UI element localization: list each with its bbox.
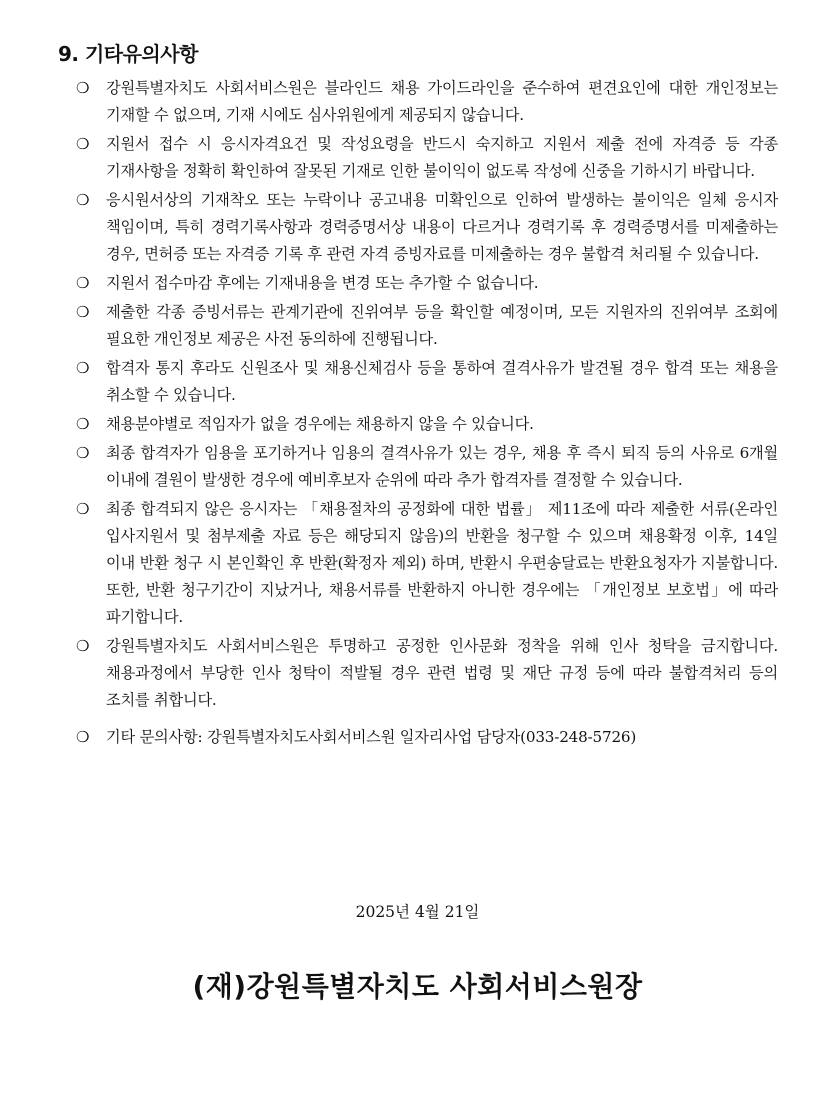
section-title: 9. 기타유의사항	[58, 42, 198, 66]
notice-list	[76, 75, 778, 753]
circle-bullet-icon: ❍	[76, 191, 90, 209]
circle-bullet-icon: ❍	[76, 500, 90, 518]
notice-text: 지원서 접수마감 후에는 기재내용을 변경 또는 추가할 수 없습니다.	[106, 274, 539, 292]
notice-item	[76, 496, 778, 631]
contact-text: 기타 문의사항: 강원특별자치도사회서비스원 일자리사업 담당자(033-248-5726)	[106, 728, 637, 746]
notice-item	[76, 299, 778, 353]
circle-bullet-icon: ❍	[76, 303, 90, 321]
circle-bullet-icon: ❍	[76, 274, 90, 292]
contact-item	[76, 724, 778, 751]
notice-item	[76, 75, 778, 129]
notice-text: 최종 합격되지 않은 응시자는 「채용절차의 공정화에 대한 법률」 제11조에 따라 제출한 서류(온라인 입사지원서 및 첨부제출 자료 등은 해당되지 않음)의 반환을 청구할 수 있으며 채용확정 이후, 14일 이내 반환 청구 시 본인확인 후 반환(확정자 제외) 하며, 반환시 우편송달료는 반환요청자가 지불합니다. 또한, 반환 청구기간이 지났거나, 채용서류를 반환하지 아니한 경우에는 「개인정보 보호법」에 따라 파기합니다.	[106, 500, 778, 626]
notice-item	[76, 411, 778, 438]
notice-item	[76, 633, 778, 714]
notice-item	[76, 355, 778, 409]
notice-item	[76, 131, 778, 185]
notice-text: 지원서 접수 시 응시자격요건 및 작성요령을 반드시 숙지하고 지원서 제출 전에 자격증 등 각종 기재사항을 정확히 확인하여 잘못된 기재로 인한 불이익이 없도록 작성에 신중을 기하시기 바랍니다.	[106, 135, 778, 180]
circle-bullet-icon: ❍	[76, 415, 90, 433]
notice-text: 제출한 각종 증빙서류는 관계기관에 진위여부 등을 확인할 예정이며, 모든 지원자의 진위여부 조회에 필요한 개인정보 제공은 사전 동의하에 진행됩니다.	[106, 303, 778, 348]
circle-bullet-icon: ❍	[76, 637, 90, 655]
notice-text: 강원특별자치도 사회서비스원은 투명하고 공정한 인사문화 정착을 위해 인사 청탁을 금지합니다. 채용과정에서 부당한 인사 청탁이 적발될 경우 관련 법령 및 재단 규정 등에 따라 불합격처리 등의 조치를 취합니다.	[106, 637, 778, 709]
circle-bullet-icon: ❍	[76, 444, 90, 462]
circle-bullet-icon: ❍	[76, 135, 90, 153]
notice-text: 최종 합격자가 임용을 포기하거나 임용의 결격사유가 있는 경우, 채용 후 즉시 퇴직 등의 사유로 6개월 이내에 결원이 발생한 경우에 예비후보자 순위에 따라 추가 합격자를 결정할 수 있습니다.	[106, 444, 778, 489]
notice-item	[76, 270, 778, 297]
notice-item	[76, 440, 778, 494]
document-date: 2025년 4월 21일	[355, 903, 480, 921]
circle-bullet-icon: ❍	[76, 359, 90, 377]
circle-bullet-icon: ❍	[76, 728, 90, 746]
notice-item	[76, 187, 778, 268]
notice-text: 채용분야별로 적임자가 없을 경우에는 채용하지 않을 수 있습니다.	[106, 415, 534, 433]
notice-text: 응시원서상의 기재착오 또는 누락이나 공고내용 미확인으로 인하여 발생하는 불이익은 일체 응시자 책임이며, 특히 경력기록사항과 경력증명서상 내용이 다르거나 경력기록 후 경력증명서를 미제출하는 경우, 면허증 또는 자격증 기록 후 관련 자격 증빙자료를 미제출하는 경우 불합격 처리될 수 있습니다.	[106, 191, 778, 263]
circle-bullet-icon: ❍	[76, 79, 90, 97]
notice-text: 합격자 통지 후라도 신원조사 및 채용신체검사 등을 통하여 결격사유가 발견될 경우 합격 또는 채용을 취소할 수 있습니다.	[106, 359, 778, 404]
notice-text: 강원특별자치도 사회서비스원은 블라인드 채용 가이드라인을 준수하여 편견요인에 대한 개인정보는 기재할 수 없으며, 기재 시에도 심사위원에게 제공되지 않습니다.	[106, 79, 778, 124]
organization-signature: (재)강원특별자치도 사회서비스원장	[192, 970, 643, 1003]
